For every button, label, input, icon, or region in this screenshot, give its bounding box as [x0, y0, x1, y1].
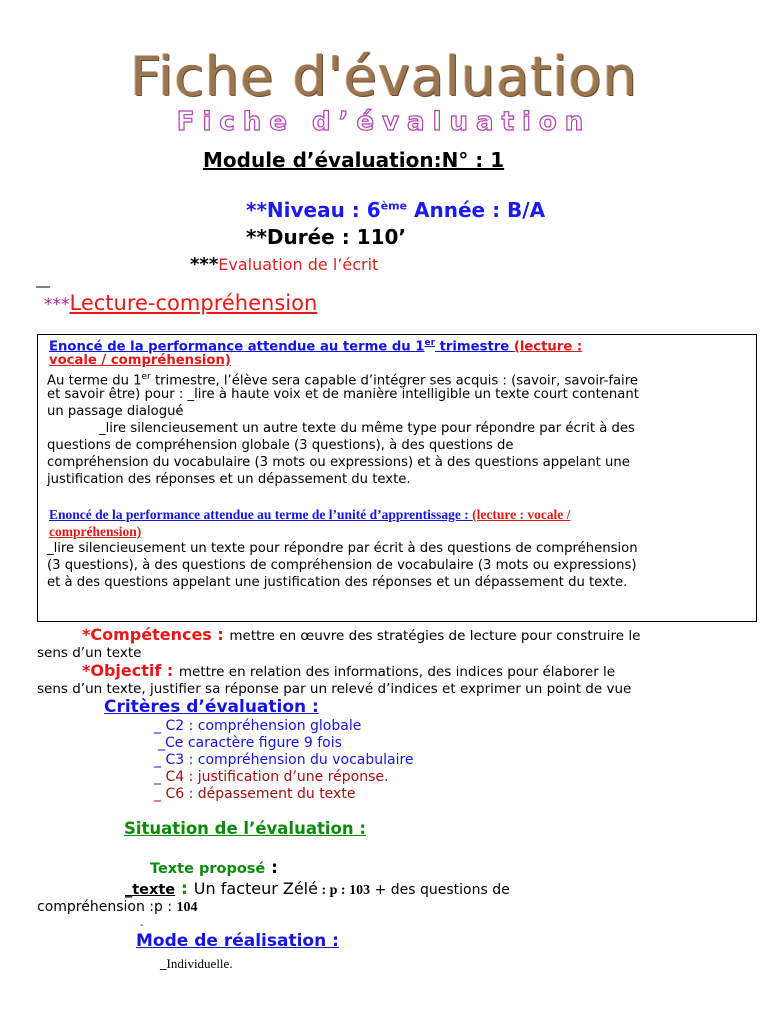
duree-line: **Durée : 110’ [246, 225, 407, 249]
enonce1-text2: trimestre [435, 339, 514, 355]
texte-propose-colon: : [265, 858, 278, 878]
enonce2-text: Enoncé de la performance attendue au terme de l’unité d’apprentissage : [49, 507, 473, 522]
mode-dash: _ [160, 956, 167, 971]
p1-line7: justification des réponses et un dépassement du texte. [47, 472, 411, 487]
texte-propose-label: Texte proposé [150, 861, 266, 877]
objectif-text: mettre en relation des informations, des indices pour élaborer le [178, 664, 616, 680]
lecture-label: Lecture-compréhension [69, 291, 318, 315]
niveau-suffix: Année : B/A [407, 198, 546, 222]
stars: *** [44, 295, 70, 315]
objectif-line2: sens d’un texte, justifier sa réponse par un relevé d’indices et exprimer un point de vue [37, 681, 632, 697]
niveau-prefix: **Niveau : 6 [246, 198, 381, 222]
situation-heading: Situation de l’évaluation : [124, 819, 366, 838]
enonce1-red2: vocale / compréhension) [49, 353, 231, 368]
critere-item: _ C4 : justification d’une réponse. [154, 769, 389, 785]
p1-line6: compréhension du vocabulaire (3 mots ou expressions) et à des questions appelant une [47, 455, 630, 470]
p2-line3: et à des questions appelant une justification des réponses et un dépassement du texte. [47, 575, 628, 590]
objectif-label: *Objectif : [82, 661, 179, 680]
texte-line2-text: compréhension :p : [37, 899, 177, 915]
mode-heading: Mode de réalisation : [136, 931, 339, 951]
texte-line2 [37, 899, 198, 916]
dash-marker: __ [36, 272, 50, 288]
p1-line3: un passage dialogué [47, 404, 184, 419]
critere-item: _Ce caractère figure 9 fois [158, 735, 342, 751]
texte-line [125, 879, 510, 899]
p1-line4: _lire silencieusement un autre texte du même type pour répondre par écrit à des [99, 421, 635, 436]
texte-propose-line [150, 858, 278, 878]
criteres-heading: Critères d’évaluation : [104, 697, 319, 717]
module-heading: Module d’évaluation:N° : 1 [203, 148, 505, 172]
texte-plus: + des questions de [370, 882, 510, 898]
stars: *** [190, 254, 219, 275]
competences-line2: sens d’un texte [37, 645, 142, 661]
texte-title: Un facteur Zélé [193, 879, 318, 898]
niveau-line [246, 198, 545, 222]
texte-page2: 104 [176, 900, 198, 915]
critere-item: _ C2 : compréhension globale [154, 718, 362, 734]
competences-line [82, 625, 640, 644]
texte-colon: : [175, 879, 194, 899]
performance-box [37, 334, 757, 622]
enonce2-line2 [49, 523, 141, 540]
objectif-line [82, 661, 615, 680]
evaluation-ecrit-line [190, 254, 378, 275]
enonce2-red: (lecture : vocale / [472, 507, 571, 522]
page-subtitle: Fiche d’évaluation [176, 107, 592, 137]
niveau-sup: ème [380, 199, 408, 213]
mode-line [160, 956, 233, 972]
enonce1-line2 [49, 352, 231, 369]
text: Au terme du 1 [47, 373, 142, 389]
evaluation-ecrit-label: Evaluation de l’écrit [218, 255, 379, 274]
p1-line2: et savoir être) pour : _lire à haute voix et de manière intelligible un texte court contenant [47, 387, 639, 402]
texte-page: : p : 103 [317, 883, 371, 898]
p2-line1: _lire silencieusement un texte pour répondre par écrit à des questions de compréhension [47, 541, 638, 556]
competences-text: mettre en œuvre des stratégies de lecture pour construire le [229, 628, 641, 644]
critere-item: _ C3 : compréhension du vocabulaire [154, 752, 414, 768]
enonce2-line1 [49, 506, 570, 523]
sup: er [141, 372, 151, 382]
mode-value: Individuelle. [166, 956, 233, 971]
page-title: Fiche d'évaluation [130, 45, 638, 108]
p2-line2: (3 questions), à des questions de compréhension de vocabulaire (3 mots ou expressions) [47, 558, 637, 573]
enonce2-red2: compréhension) [49, 524, 142, 539]
competences-label: *Compétences : [82, 625, 230, 644]
enonce1-sup: er [424, 338, 436, 348]
text: trimestre, l’élève sera capable d’intégrer ses acquis : (savoir, savoir-faire [150, 373, 638, 389]
lecture-heading [44, 291, 317, 315]
texte-label: _texte [125, 882, 176, 898]
enonce1-red: (lecture : [513, 339, 583, 355]
critere-item: _ C6 : dépassement du texte [154, 786, 356, 802]
small-dash: - [140, 920, 144, 931]
p1-line5: questions de compréhension globale (3 questions), à des questions de [47, 438, 514, 453]
enonce1-text: Enoncé de la performance attendue au terme du 1 [49, 339, 425, 355]
